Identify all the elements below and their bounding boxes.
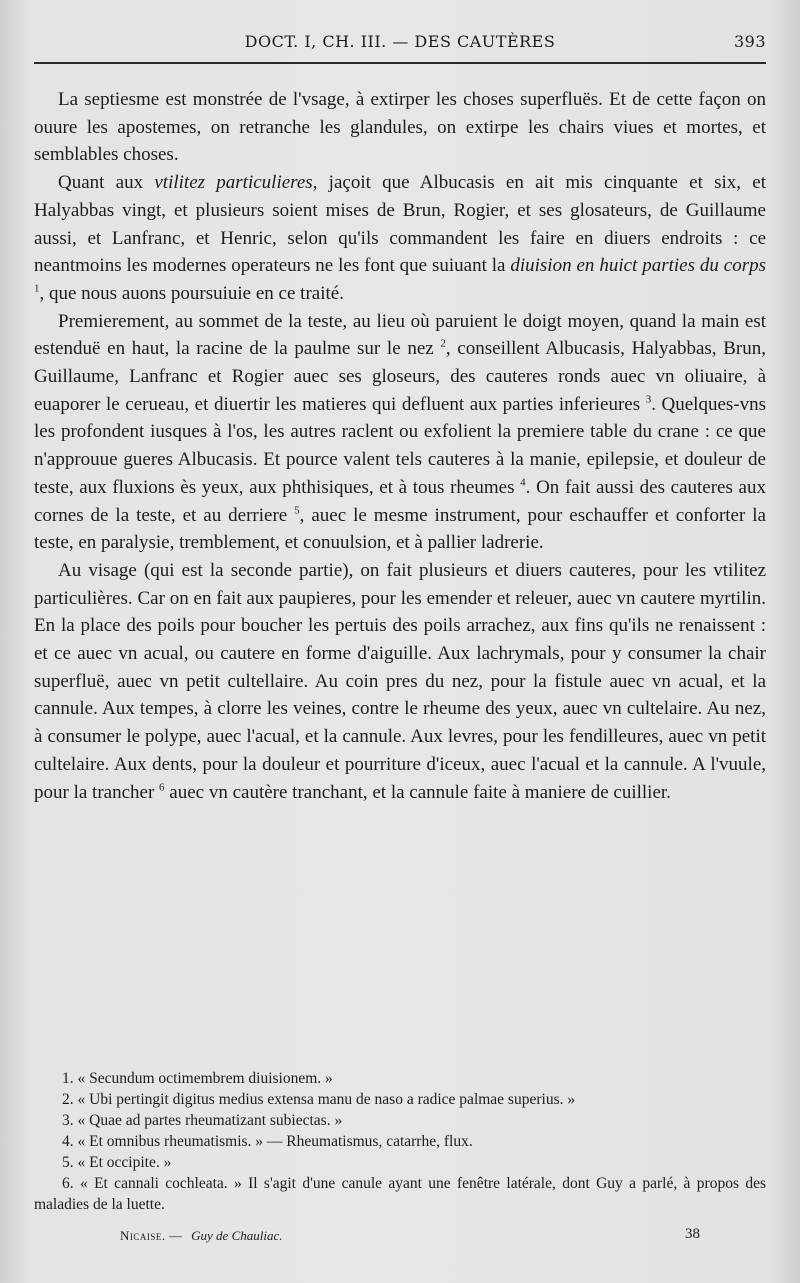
- paragraph: [34, 86, 766, 169]
- footnote-ref: 5: [294, 504, 300, 517]
- footnote: 5. « Et occipite. »: [62, 1154, 172, 1171]
- footnote: 2. « Ubi pertingit digitus medius extensa manu de naso a radice palmae superius. »: [62, 1091, 576, 1108]
- sheet-number: 38: [685, 1226, 700, 1242]
- footnote: 4. « Et omnibus rheumatismis. » — Rheumatismus, catarrhe, flux.: [62, 1133, 473, 1150]
- italic-text: vtilitez particulieres: [154, 172, 313, 194]
- text-run: Quant aux: [58, 172, 155, 194]
- footnotes: [34, 1068, 766, 1215]
- running-title: DOCT. I, CH. III. — DES CAUTÈRES: [244, 32, 556, 51]
- footnote: 6. « Et cannali cochleata. » Il s'agit d'une canule ayant une fenêtre latérale, dont Guy a parlé, à propos des maladies de la luette.: [34, 1175, 766, 1213]
- signature-author: Nicaise.: [120, 1228, 166, 1243]
- text-run: , auec le mesme instrument, pour eschauffer et conforter la teste, en paralysie, tremblement, et conuulsion, et à pallier ladrerie.: [34, 504, 766, 554]
- text-run: auec vn cautère tranchant, et la cannule faite à maniere de cuillier.: [164, 781, 671, 803]
- footnote-ref: 2: [440, 338, 446, 350]
- footnote: 1. « Secundum octimembrem diuisionem. »: [62, 1070, 333, 1087]
- text-run: . On fait aussi des cauteres aux cornes de la teste, et au derriere: [34, 476, 766, 526]
- text-run: . Quelques-vns les profondent iusques à l'os, les autres raclent ou exfolient la premiere table du crane : ce que n'approuue gueres Albucasis. Et pource valent tels cauteres à la manie, epilepsie, et douleur de teste, aux fluxions ès yeux, aux phthisiques, et à tous rheumes: [34, 393, 766, 498]
- main-text: [34, 86, 766, 806]
- text-run: La septiesme est monstrée de l'vsage, à extirper les choses superfluës. Et de cette façon on ouure les apostemes, on retranche les glandules, on extirpe les chairs viues et mortes, et semblables choses.: [34, 89, 766, 166]
- paragraph: [34, 169, 766, 308]
- footnote-ref: 4: [520, 476, 526, 489]
- signature-line: [120, 1228, 282, 1244]
- signature-title: Guy de Chauliac.: [191, 1228, 283, 1243]
- paragraph: [34, 308, 766, 557]
- text-run: , que nous auons poursuiuie en ce traité.: [39, 282, 344, 304]
- paragraph: [34, 557, 766, 806]
- italic-text: diuision en huict parties du corps: [510, 255, 767, 277]
- signature-separator: —: [168, 1228, 182, 1243]
- footnote-ref: 1: [34, 282, 40, 295]
- running-header: [34, 26, 766, 64]
- text-run: , jaçoit que Albucasis en ait mis cinquante et six, et Halyabbas vingt, et plusieurs soient mises de Brun, Rogier, et ses glosateurs, de Guillaume aussi, et Lanfranc, et Henric, selon qu'ils commandent les faire en diuers endroits : ce neantmoins les modernes operateurs ne les font que suiuant la: [34, 172, 766, 277]
- text-run: Premierement, au sommet de la teste, au lieu où paruient le doigt moyen, quand la main est estenduë en haut, la racine de la paulme sur le nez: [34, 310, 766, 360]
- footnote-ref: 6: [159, 781, 165, 794]
- footnote: 3. « Quae ad partes rheumatizant subiectas. »: [62, 1112, 343, 1129]
- text-run: , conseillent Albucasis, Halyabbas, Brun, Guillaume, Lanfranc et Rogier auec ses gloseurs, des cauteres ronds auec vn oliuaire, à euaporer le cerueau, et diuertir les matieres qui defluent aux parties inferieures: [34, 338, 766, 415]
- footnote-ref: 3: [645, 393, 652, 406]
- text-run: Au visage (qui est la seconde partie), on fait plusieurs et diuers cauteres, pour les vtilitez particulières. Car on en fait aux paupieres, pour les emender et releuer, auec vn cautere myrtilin. En la place des poils pour boucher les pertuis des poils arrachez, aux fins qu'ils ne renaissent : et ce auec vn acual, ou cautere en forme d'aiguille. Aux lachrymals, pour y consumer la chair superfluë, auec vn petit cultellaire. Au coin pres du nez, pour la fistule auec vn acual, et la cannule. Aux tempes, à clorre les veines, contre le rheume des yeux, auec vn cultelaire. Au nez, à consumer le polype, auec l'acual, et la cannule. Aux levres, pour les fendilleures, auec vn petit cultelaire. Aux dents, pour la douleur et pourriture d'iceux, auec l'acual et la cannule. A l'vuule, pour la trancher: [34, 559, 766, 803]
- page-number: 393: [733, 32, 766, 51]
